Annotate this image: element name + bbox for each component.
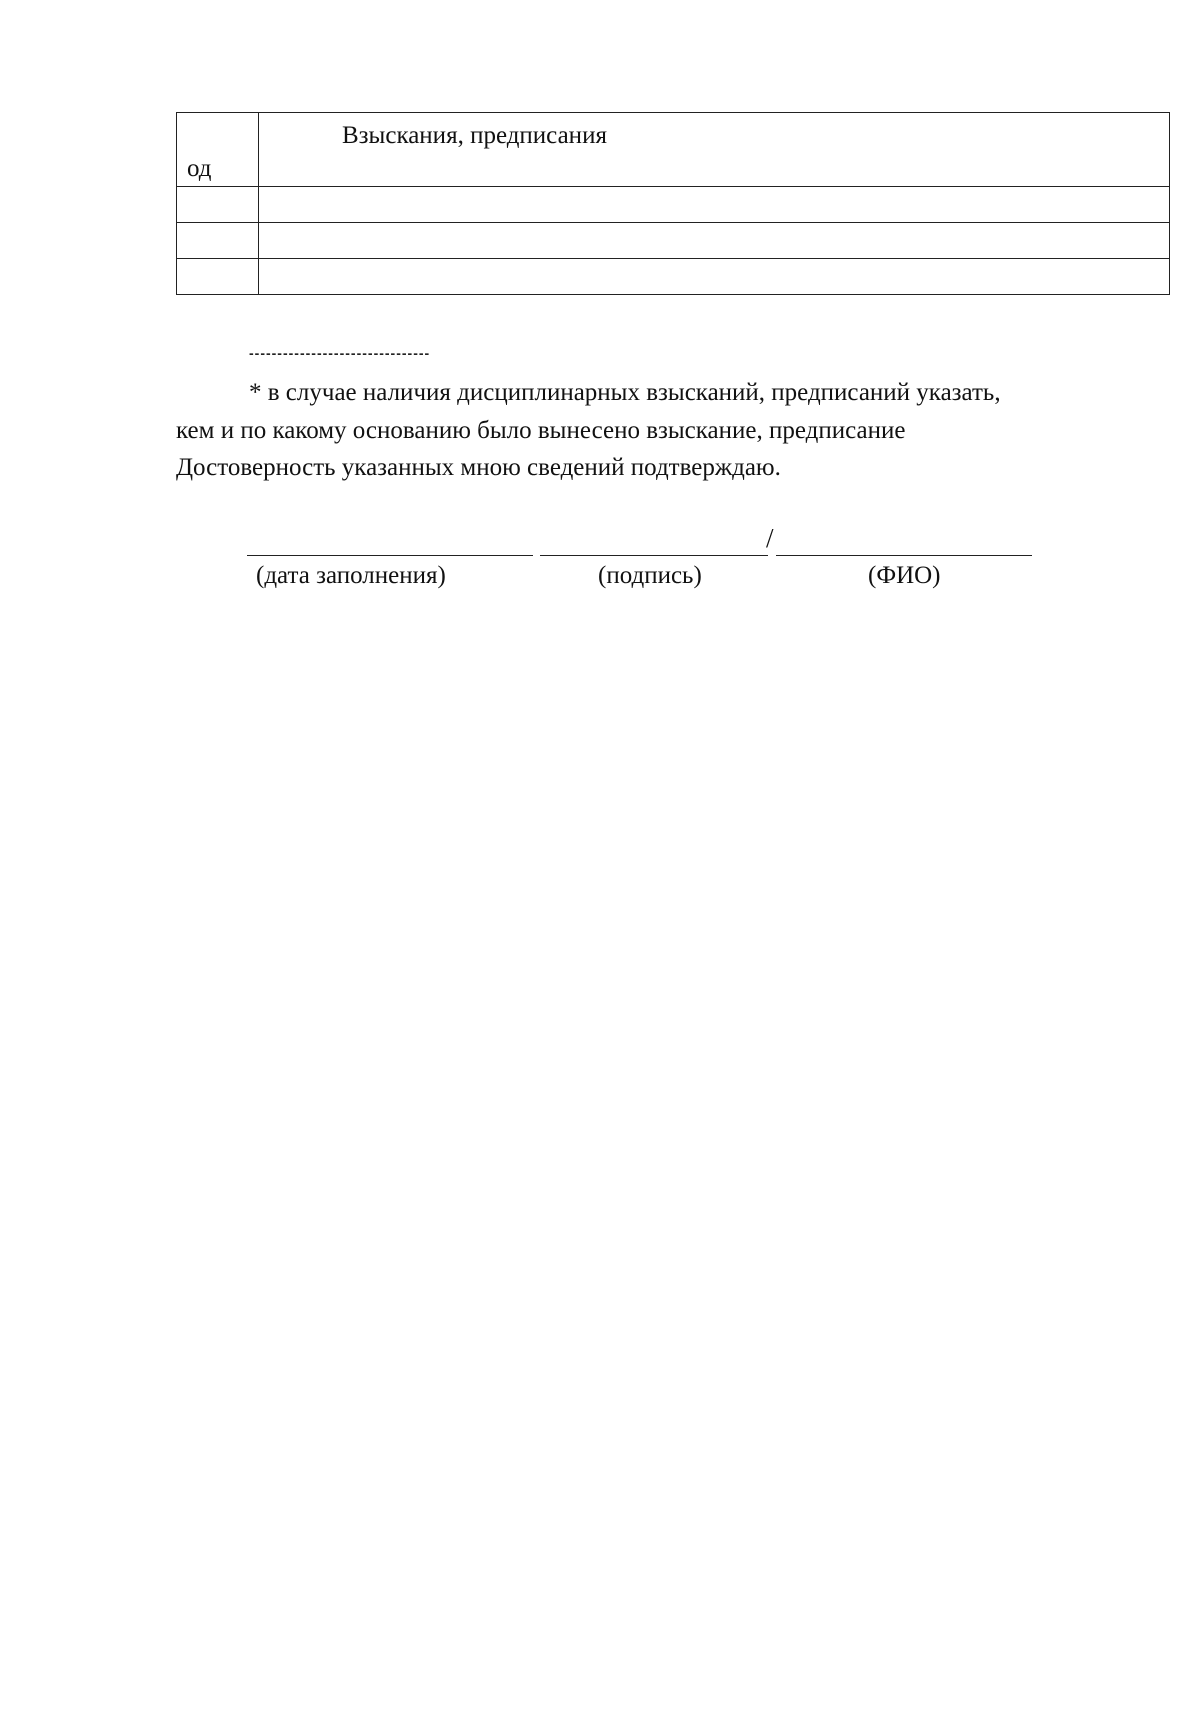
footnote-line-2: кем и по какому основанию было вынесено взыскание, предписание (176, 416, 906, 444)
footnote-separator: -------------------------------- (249, 345, 431, 361)
table-row (177, 223, 1170, 259)
signature-fill-line[interactable] (540, 555, 768, 556)
table-header-row (177, 113, 1170, 187)
table-cell[interactable] (259, 187, 1170, 223)
signature-separator-slash: / (766, 523, 774, 553)
date-fill-line[interactable] (247, 555, 533, 556)
header-cell-year (177, 113, 259, 187)
date-caption: (дата заполнения) (256, 562, 446, 589)
name-caption: (ФИО) (868, 562, 941, 589)
penalties-table (176, 112, 1170, 295)
table-cell[interactable] (259, 223, 1170, 259)
table-cell[interactable] (259, 259, 1170, 295)
footnote-text (176, 374, 1176, 487)
name-fill-line[interactable] (776, 555, 1032, 556)
table-cell[interactable] (177, 223, 259, 259)
table-row (177, 187, 1170, 223)
certification-statement: Достоверность указанных мною сведений подтверждаю. (176, 454, 781, 481)
table-cell[interactable] (177, 259, 259, 295)
header-cell-penalties (259, 113, 1170, 187)
footnote-line-1: * в случае наличия дисциплинарных взысканий, предписаний указать, (249, 379, 1001, 406)
signature-caption: (подпись) (598, 562, 702, 589)
table-row (177, 259, 1170, 295)
header-year-label: од (187, 154, 212, 182)
header-penalties-label: Взыскания, предписания (342, 122, 607, 149)
table-cell[interactable] (177, 187, 259, 223)
